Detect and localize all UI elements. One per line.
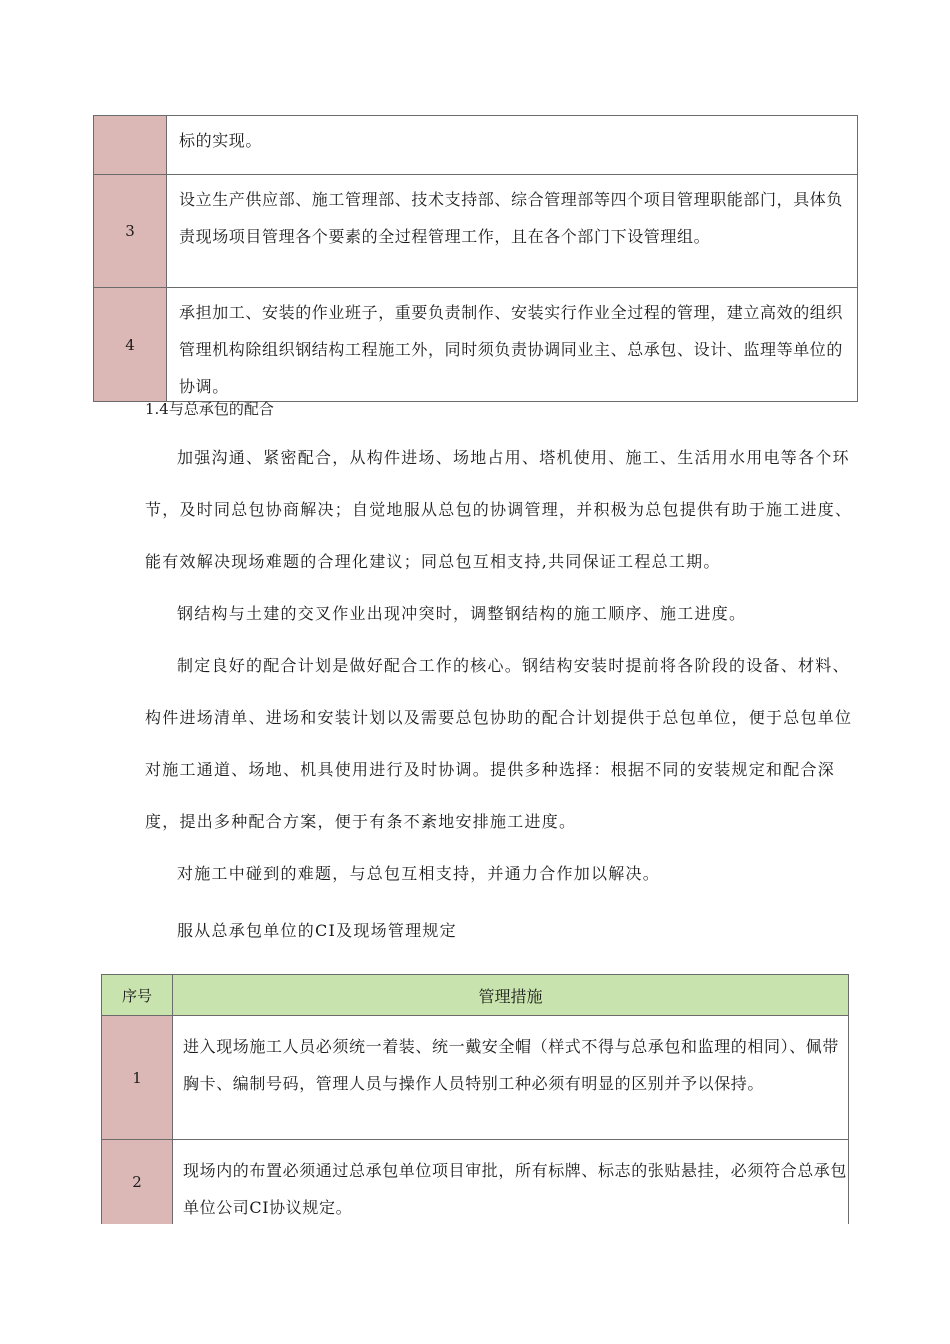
header-number-cell: 序号 [102, 975, 173, 1015]
row-text-cell: 承担加工、安装的作业班子，重要负责制作、安装实行作业全过程的管理，建立高效的组织管理机构除组织钢结构工程施工外，同时须负责协调同业主、总承包、设计、监理等单位的协调。 [179, 303, 844, 396]
row-text-cell: 设立生产供应部、施工管理部、技术支持部、综合管理部等四个项目管理职能部门，具体负责现场项目管理各个要素的全过程管理工作，且在各个部门下设管理组。 [179, 190, 844, 246]
table-row [93, 115, 858, 175]
table-row [93, 288, 858, 402]
row-text-cell: 现场内的布置必须通过总承包单位项目审批，所有标牌、标志的张贴悬挂，必须符合总承包单位公司CI协议规定。 [183, 1161, 848, 1217]
header-text-cell: 管理措施 [173, 975, 848, 1015]
row-number-cell: 1 [102, 1016, 173, 1139]
section-heading: 1.4与总承包的配合 [145, 400, 274, 418]
org-duties-table [93, 115, 858, 402]
paragraph: 对施工中碰到的难题，与总包互相支持，并通力合作加以解决。 [177, 864, 661, 883]
paragraph: 加强沟通、紧密配合，从构件进场、场地占用、塔机使用、施工、生活用水用电等各个环节，及时同总包协商解决；自觉地服从总包的协调管理，并积极为总包提供有助于施工进度、能有效解决现场难题的合理化建议；同总包互相支持,共同保证工程总工期。 [145, 448, 853, 571]
table-header-row [101, 974, 849, 1016]
ci-management-table [101, 974, 849, 1224]
row-number-cell: 4 [94, 288, 167, 401]
row-number-cell: 3 [94, 175, 167, 287]
table-row [93, 175, 858, 288]
paragraph: 服从总承包单位的CI及现场管理规定 [177, 921, 457, 940]
row-number-cell: 2 [102, 1140, 173, 1224]
row-text-cell: 进入现场施工人员必须统一着装、统一戴安全帽（样式不得与总承包和监理的相同）、佩带胸卡、编制号码，管理人员与操作人员特别工种必须有明显的区别并予以保持。 [183, 1037, 840, 1093]
row-text-cell: 标的实现。 [179, 131, 263, 150]
row-number-cell [94, 116, 167, 174]
paragraph: 制定良好的配合计划是做好配合工作的核心。钢结构安装时提前将各阶段的设备、材料、构件进场清单、进场和安装计划以及需要总包协助的配合计划提供于总包单位，便于总包单位对施工通道、场地、机具使用进行及时协调。提供多种选择：根据不同的安装规定和配合深度，提出多种配合方案，便于有条不紊地安排施工进度。 [145, 656, 853, 831]
table-row [101, 1140, 849, 1224]
paragraph: 钢结构与土建的交叉作业出现冲突时，调整钢结构的施工顺序、施工进度。 [177, 604, 747, 623]
table-row [101, 1016, 849, 1140]
